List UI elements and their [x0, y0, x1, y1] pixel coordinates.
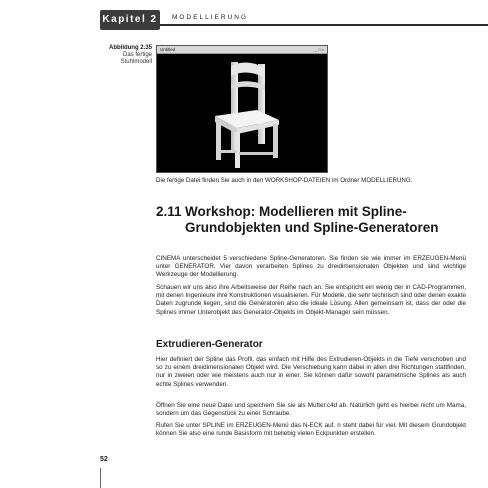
chair-stretcher-front	[219, 150, 237, 153]
figure-note: Die fertige Datei finden Sie auch in den WORKSHOP-DATEIEN im Ordner MODELLIERUNG.	[156, 177, 413, 184]
running-section-title: MODELLIERUNG	[172, 14, 249, 21]
section-title: Workshop: Modellieren mit Spline-Grundobjekten und Spline-Generatoren	[185, 204, 439, 235]
chapter-tab: Kapitel 2	[100, 10, 160, 30]
window-buttons: _ □ ×	[314, 47, 324, 52]
chair-render	[157, 54, 327, 172]
paragraph-n-eck: Rufen Sie unter SPLINE im ERZEUGEN-Menü das N-ECK auf. n steht dabei für viel. Mit diesem Grundobjekt können Sie also eine runde Basisform mit beliebig vielen Eckpunkten erstellen.	[156, 422, 466, 438]
paragraph-extrude: Hier definiert der Spline das Profil, das einfach mit Hilfe des Extrudieren-Objekts in die Tiefe verschoben und so zu einem dreidimensionalen Objekt wird. Die Verschiebung kann dabei in allen drei Richtungen stattfinden, nur in zweien oder wie meistens auch nur in einer. Sie können dafür sowohl parametrische Splines als auch echte Splines verwenden.	[156, 356, 466, 388]
footer-rule	[100, 468, 101, 488]
page-number: 52	[100, 456, 108, 463]
figure-render-window	[156, 45, 328, 173]
paragraph-intro: CINEMA unterscheidet 5 verschiedene Spline-Generatoren. Sie finden sie wie immer im ERZEUGEN-Menü unter GENERATOR. Vier davon verarbeiten Splines zu dreidimensionalen Objekten und sind wichtige Werkzeuge der Modellierung.	[156, 255, 466, 279]
subheading: Extrudieren-Generator	[156, 339, 263, 350]
figure-label: Abbildung 2.35	[108, 45, 152, 51]
window-titlebar	[157, 46, 327, 54]
window-title: Untitled	[160, 47, 176, 52]
chair-stretcher-side	[239, 152, 274, 155]
paragraph-workflow: Schauen wir uns also ihre Arbeitsweise der Reihe nach an. Sie entspricht ein wenig der in CAD-Programmen, mit denen Ingenieure ihre Konstruktionen visualisieren. Für Modelle, die sehr technisch sind oder denen exakte Daten zugrunde liegen, sind die Generatoren also die ideale Lösung. Allen gemeinsam ist, dass der oder die Splines immer Unterobjekt des Generator-Objekts im Objekt-Manager sein müssen.	[156, 284, 466, 316]
section-number: 2.11	[156, 204, 182, 219]
paragraph-new-file: Öffnen Sie eine neue Datei und speichern Sie sie als Mutter.c4d ab. Natürlich geht es hierbei nicht um Mama, sondern um das Gegenstück zu einer Schraube.	[156, 402, 466, 418]
chair-leg-front-left	[216, 120, 221, 160]
figure-caption: Das fertige Stuhlmodell	[120, 52, 152, 65]
